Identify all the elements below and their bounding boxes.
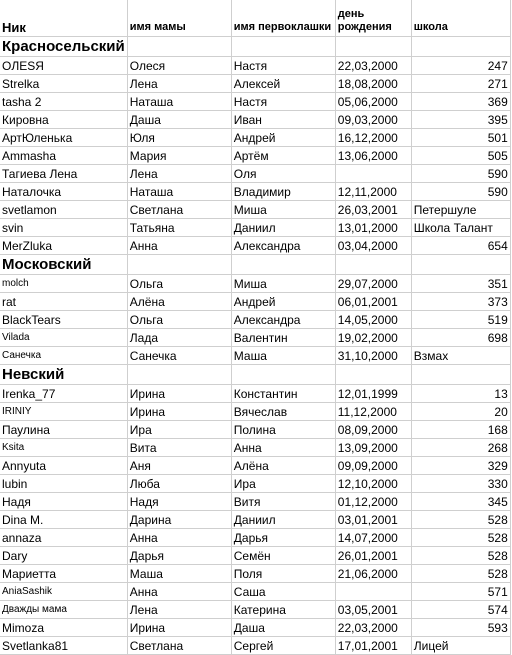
cell-mom[interactable]: Юля: [127, 129, 231, 147]
cell-mom[interactable]: Лена: [127, 75, 231, 93]
cell-school[interactable]: 571: [411, 583, 510, 601]
cell-mom[interactable]: Светлана: [127, 637, 231, 655]
table-row: [0, 219, 510, 237]
table-row: [0, 439, 510, 457]
cell-mom[interactable]: Даша: [127, 111, 231, 129]
cell-birthday[interactable]: [335, 583, 411, 601]
cell-school[interactable]: 373: [411, 293, 510, 311]
cell-school[interactable]: 505: [411, 147, 510, 165]
cell-school[interactable]: Лицей: [411, 637, 510, 655]
cell-nick[interactable]: AniaSashik: [0, 583, 127, 601]
cell-nick[interactable]: svetlamon: [0, 201, 127, 219]
empty-cell[interactable]: [411, 37, 510, 57]
cell-birthday[interactable]: 22,03,2000: [335, 57, 411, 75]
empty-cell[interactable]: [335, 37, 411, 57]
table-row: [0, 529, 510, 547]
table-row: [0, 421, 510, 439]
cell-birthday[interactable]: 17,01,2001: [335, 637, 411, 655]
cell-school[interactable]: 345: [411, 493, 510, 511]
cell-nick[interactable]: svin: [0, 219, 127, 237]
cell-mom[interactable]: Ольга: [127, 275, 231, 293]
cell-child[interactable]: Владимир: [231, 183, 335, 201]
cell-school[interactable]: 247: [411, 57, 510, 75]
cell-nick[interactable]: annaza: [0, 529, 127, 547]
cell-nick[interactable]: Dina M.: [0, 511, 127, 529]
table-row: [0, 403, 510, 421]
table-row: [0, 129, 510, 147]
cell-child[interactable]: Александра: [231, 237, 335, 255]
cell-mom[interactable]: Вита: [127, 439, 231, 457]
cell-child[interactable]: Даниил: [231, 219, 335, 237]
cell-birthday[interactable]: 31,10,2000: [335, 347, 411, 365]
cell-nick[interactable]: Dary: [0, 547, 127, 565]
cell-child[interactable]: Семён: [231, 547, 335, 565]
empty-cell[interactable]: [127, 365, 231, 385]
cell-nick[interactable]: Дважды мама: [0, 601, 127, 619]
cell-birthday[interactable]: 05,06,2000: [335, 93, 411, 111]
cell-nick[interactable]: Ksita: [0, 439, 127, 457]
table-row: [0, 201, 510, 219]
cell-school[interactable]: 395: [411, 111, 510, 129]
cell-school[interactable]: 528: [411, 547, 510, 565]
section-title[interactable]: Красносельский: [0, 37, 127, 57]
table-row: [0, 57, 510, 75]
cell-school[interactable]: 654: [411, 237, 510, 255]
cell-child[interactable]: Дарья: [231, 529, 335, 547]
cell-birthday[interactable]: 03,05,2001: [335, 601, 411, 619]
cell-birthday[interactable]: 12,01,1999: [335, 385, 411, 403]
cell-child[interactable]: Алёна: [231, 457, 335, 475]
cell-child[interactable]: Артём: [231, 147, 335, 165]
cell-child[interactable]: Андрей: [231, 129, 335, 147]
cell-school[interactable]: 590: [411, 165, 510, 183]
table-row: [0, 565, 510, 583]
cell-birthday[interactable]: 12,10,2000: [335, 475, 411, 493]
cell-child[interactable]: Маша: [231, 347, 335, 365]
table-row: [0, 457, 510, 475]
section-row: [0, 365, 510, 385]
cell-nick[interactable]: Vilada: [0, 329, 127, 347]
cell-mom[interactable]: Лена: [127, 165, 231, 183]
cell-child[interactable]: Полина: [231, 421, 335, 439]
table-row: [0, 511, 510, 529]
table-row: [0, 111, 510, 129]
cell-school[interactable]: 590: [411, 183, 510, 201]
cell-mom[interactable]: Санечка: [127, 347, 231, 365]
empty-cell[interactable]: [231, 365, 335, 385]
cell-child[interactable]: Саша: [231, 583, 335, 601]
section-row: [0, 255, 510, 275]
cell-nick[interactable]: Санечка: [0, 347, 127, 365]
cell-child[interactable]: Александра: [231, 311, 335, 329]
cell-school[interactable]: 369: [411, 93, 510, 111]
cell-child[interactable]: Настя: [231, 57, 335, 75]
cell-school[interactable]: 20: [411, 403, 510, 421]
cell-birthday[interactable]: 16,12,2000: [335, 129, 411, 147]
cell-child[interactable]: Миша: [231, 275, 335, 293]
table-row: [0, 75, 510, 93]
header-row: [0, 0, 510, 37]
table-row: [0, 637, 510, 655]
cell-nick[interactable]: Паулина: [0, 421, 127, 439]
cell-child[interactable]: Даниил: [231, 511, 335, 529]
empty-cell[interactable]: [335, 365, 411, 385]
empty-cell[interactable]: [411, 255, 510, 275]
cell-birthday[interactable]: 12,11,2000: [335, 183, 411, 201]
cell-nick[interactable]: OЛЕSЯ: [0, 57, 127, 75]
cell-school[interactable]: 271: [411, 75, 510, 93]
cell-birthday[interactable]: 26,01,2001: [335, 547, 411, 565]
cell-nick[interactable]: Тагиева Лена: [0, 165, 127, 183]
table-row: [0, 583, 510, 601]
cell-mom[interactable]: Наташа: [127, 93, 231, 111]
cell-birthday[interactable]: 11,12,2000: [335, 403, 411, 421]
empty-cell[interactable]: [231, 255, 335, 275]
cell-school[interactable]: 574: [411, 601, 510, 619]
cell-nick[interactable]: Мариетта: [0, 565, 127, 583]
section-row: [0, 37, 510, 57]
cell-mom[interactable]: Лада: [127, 329, 231, 347]
cell-mom[interactable]: Анна: [127, 583, 231, 601]
section-title[interactable]: Московский: [0, 255, 127, 275]
cell-nick[interactable]: Mimoza: [0, 619, 127, 637]
cell-school[interactable]: Петершуле: [411, 201, 510, 219]
table-row: [0, 147, 510, 165]
table-row: [0, 311, 510, 329]
cell-mom[interactable]: Анна: [127, 237, 231, 255]
empty-cell[interactable]: [231, 37, 335, 57]
table-row: [0, 293, 510, 311]
cell-child[interactable]: Валентин: [231, 329, 335, 347]
cell-birthday[interactable]: 01,12,2000: [335, 493, 411, 511]
cell-school[interactable]: 329: [411, 457, 510, 475]
cell-mom[interactable]: Аня: [127, 457, 231, 475]
cell-child[interactable]: Настя: [231, 93, 335, 111]
cell-mom[interactable]: Ира: [127, 421, 231, 439]
cell-nick[interactable]: АртЮленька: [0, 129, 127, 147]
cell-school[interactable]: Школа Талант: [411, 219, 510, 237]
cell-birthday[interactable]: 13,09,2000: [335, 439, 411, 457]
table-row: [0, 493, 510, 511]
cell-birthday[interactable]: 29,07,2000: [335, 275, 411, 293]
section-title[interactable]: Невский: [0, 365, 127, 385]
cell-mom[interactable]: Ирина: [127, 385, 231, 403]
cell-birthday[interactable]: [335, 165, 411, 183]
cell-mom[interactable]: Ирина: [127, 619, 231, 637]
cell-nick[interactable]: tasha 2: [0, 93, 127, 111]
cell-birthday[interactable]: 26,03,2001: [335, 201, 411, 219]
cell-school[interactable]: 593: [411, 619, 510, 637]
cell-birthday[interactable]: 09,09,2000: [335, 457, 411, 475]
cell-nick[interactable]: Надя: [0, 493, 127, 511]
cell-birthday[interactable]: 21,06,2000: [335, 565, 411, 583]
cell-birthday[interactable]: 13,01,2000: [335, 219, 411, 237]
table-row: [0, 347, 510, 365]
cell-birthday[interactable]: 19,02,2000: [335, 329, 411, 347]
cell-mom[interactable]: Ольга: [127, 311, 231, 329]
cell-mom[interactable]: Татьяна: [127, 219, 231, 237]
cell-child[interactable]: Катерина: [231, 601, 335, 619]
cell-mom[interactable]: Светлана: [127, 201, 231, 219]
cell-mom[interactable]: Наташа: [127, 183, 231, 201]
cell-school[interactable]: 501: [411, 129, 510, 147]
cell-mom[interactable]: Маша: [127, 565, 231, 583]
empty-cell[interactable]: [127, 255, 231, 275]
cell-school[interactable]: 528: [411, 511, 510, 529]
cell-birthday[interactable]: 22,03,2000: [335, 619, 411, 637]
header-cell-child[interactable]: имя первоклашки: [231, 0, 335, 37]
cell-school[interactable]: 351: [411, 275, 510, 293]
cell-mom[interactable]: Лена: [127, 601, 231, 619]
cell-mom[interactable]: Мария: [127, 147, 231, 165]
cell-birthday[interactable]: 14,05,2000: [335, 311, 411, 329]
cell-birthday[interactable]: 13,06,2000: [335, 147, 411, 165]
cell-nick[interactable]: rat: [0, 293, 127, 311]
table-row: [0, 183, 510, 201]
cell-nick[interactable]: Annyuta: [0, 457, 127, 475]
cell-mom[interactable]: Надя: [127, 493, 231, 511]
header-cell-school[interactable]: школа: [411, 0, 510, 37]
cell-school[interactable]: 330: [411, 475, 510, 493]
cell-birthday[interactable]: 14,07,2000: [335, 529, 411, 547]
cell-mom[interactable]: Ирина: [127, 403, 231, 421]
empty-cell[interactable]: [127, 37, 231, 57]
cell-child[interactable]: Витя: [231, 493, 335, 511]
header-cell-mom[interactable]: имя мамы: [127, 0, 231, 37]
cell-birthday[interactable]: 06,01,2001: [335, 293, 411, 311]
cell-mom[interactable]: Дарина: [127, 511, 231, 529]
table-row: [0, 275, 510, 293]
table-row: [0, 165, 510, 183]
cell-school[interactable]: 528: [411, 529, 510, 547]
cell-nick[interactable]: Наталочка: [0, 183, 127, 201]
cell-nick[interactable]: lubin: [0, 475, 127, 493]
cell-nick[interactable]: molch: [0, 275, 127, 293]
cell-school[interactable]: 519: [411, 311, 510, 329]
cell-birthday[interactable]: 03,01,2001: [335, 511, 411, 529]
cell-mom[interactable]: Алёна: [127, 293, 231, 311]
empty-cell[interactable]: [411, 365, 510, 385]
cell-mom[interactable]: Люба: [127, 475, 231, 493]
cell-nick[interactable]: Ammasha: [0, 147, 127, 165]
table-row: [0, 385, 510, 403]
cell-child[interactable]: Оля: [231, 165, 335, 183]
cell-child[interactable]: Андрей: [231, 293, 335, 311]
cell-mom[interactable]: Дарья: [127, 547, 231, 565]
cell-school[interactable]: 168: [411, 421, 510, 439]
cell-birthday[interactable]: 08,09,2000: [335, 421, 411, 439]
table-row: [0, 237, 510, 255]
table-row: [0, 547, 510, 565]
cell-nick[interactable]: MerZluka: [0, 237, 127, 255]
empty-cell[interactable]: [335, 255, 411, 275]
cell-school[interactable]: Взмах: [411, 347, 510, 365]
table-row: [0, 475, 510, 493]
cell-child[interactable]: Константин: [231, 385, 335, 403]
cell-nick[interactable]: Strelka: [0, 75, 127, 93]
cell-birthday[interactable]: 18,08,2000: [335, 75, 411, 93]
table-row: [0, 93, 510, 111]
cell-nick[interactable]: Кировна: [0, 111, 127, 129]
cell-child[interactable]: Поля: [231, 565, 335, 583]
header-cell-nick[interactable]: Ник: [0, 0, 127, 37]
cell-nick[interactable]: Svetlanka81: [0, 637, 127, 655]
cell-child[interactable]: Вячеслав: [231, 403, 335, 421]
table-row: [0, 619, 510, 637]
cell-birthday[interactable]: 09,03,2000: [335, 111, 411, 129]
cell-child[interactable]: Сергей: [231, 637, 335, 655]
cell-nick[interactable]: Irenka_77: [0, 385, 127, 403]
cell-child[interactable]: Иван: [231, 111, 335, 129]
cell-birthday[interactable]: 03,04,2000: [335, 237, 411, 255]
cell-child[interactable]: Ира: [231, 475, 335, 493]
cell-child[interactable]: Миша: [231, 201, 335, 219]
cell-school[interactable]: 698: [411, 329, 510, 347]
cell-child[interactable]: Алексей: [231, 75, 335, 93]
table-row: [0, 329, 510, 347]
cell-school[interactable]: 528: [411, 565, 510, 583]
table-row: [0, 601, 510, 619]
cell-child[interactable]: Даша: [231, 619, 335, 637]
cell-school[interactable]: 268: [411, 439, 510, 457]
cell-nick[interactable]: BlackTears: [0, 311, 127, 329]
cell-mom[interactable]: Олеся: [127, 57, 231, 75]
cell-mom[interactable]: Анна: [127, 529, 231, 547]
cell-school[interactable]: 13: [411, 385, 510, 403]
header-cell-birthday[interactable]: день рождения: [335, 0, 411, 37]
cell-nick[interactable]: IRINIY: [0, 403, 127, 421]
cell-child[interactable]: Анна: [231, 439, 335, 457]
